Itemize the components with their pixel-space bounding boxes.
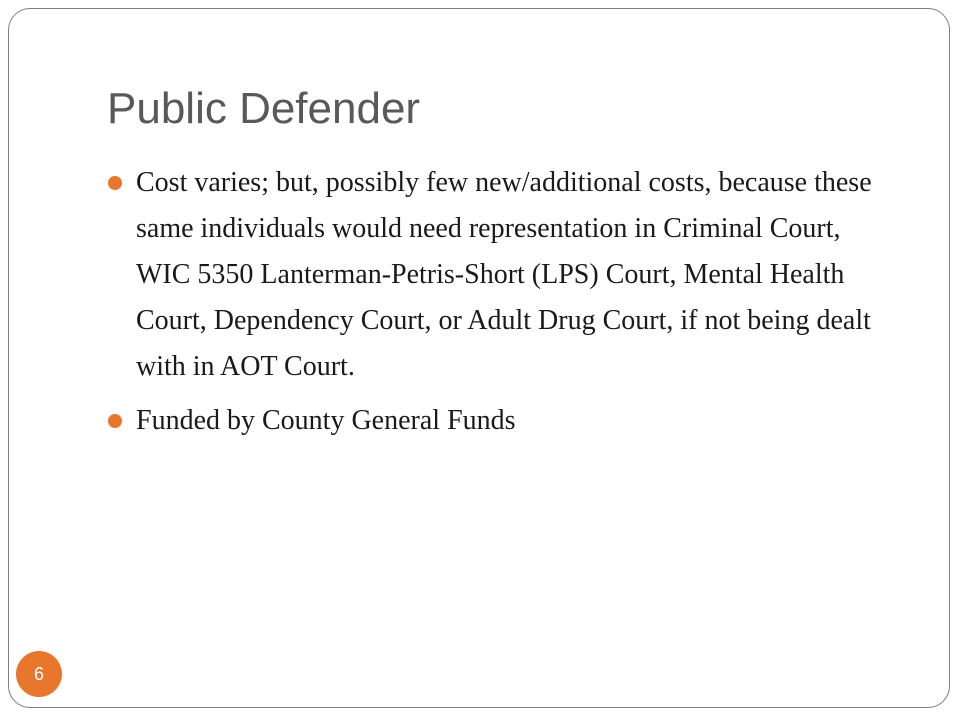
page-number-badge bbox=[16, 651, 62, 697]
slide-title: Public Defender bbox=[107, 84, 421, 133]
page-number: 6 bbox=[33, 663, 44, 684]
slide-body bbox=[108, 160, 898, 452]
bullet-dot-icon bbox=[108, 176, 122, 190]
bullet-text: Funded by County General Funds bbox=[136, 405, 516, 436]
bullet-text: Cost varies; but, possibly few new/additional costs, because these same individuals would need representation in Criminal Court, WIC 5350 Lanterman-Petris-Short (LPS) Court, Mental Health Court, Dependency Court, or Adult Drug Court, if not being dealt with in AOT Court. bbox=[136, 167, 872, 382]
bullet-item bbox=[108, 398, 898, 444]
bullet-item bbox=[108, 160, 898, 390]
bullet-dot-icon bbox=[108, 414, 122, 428]
